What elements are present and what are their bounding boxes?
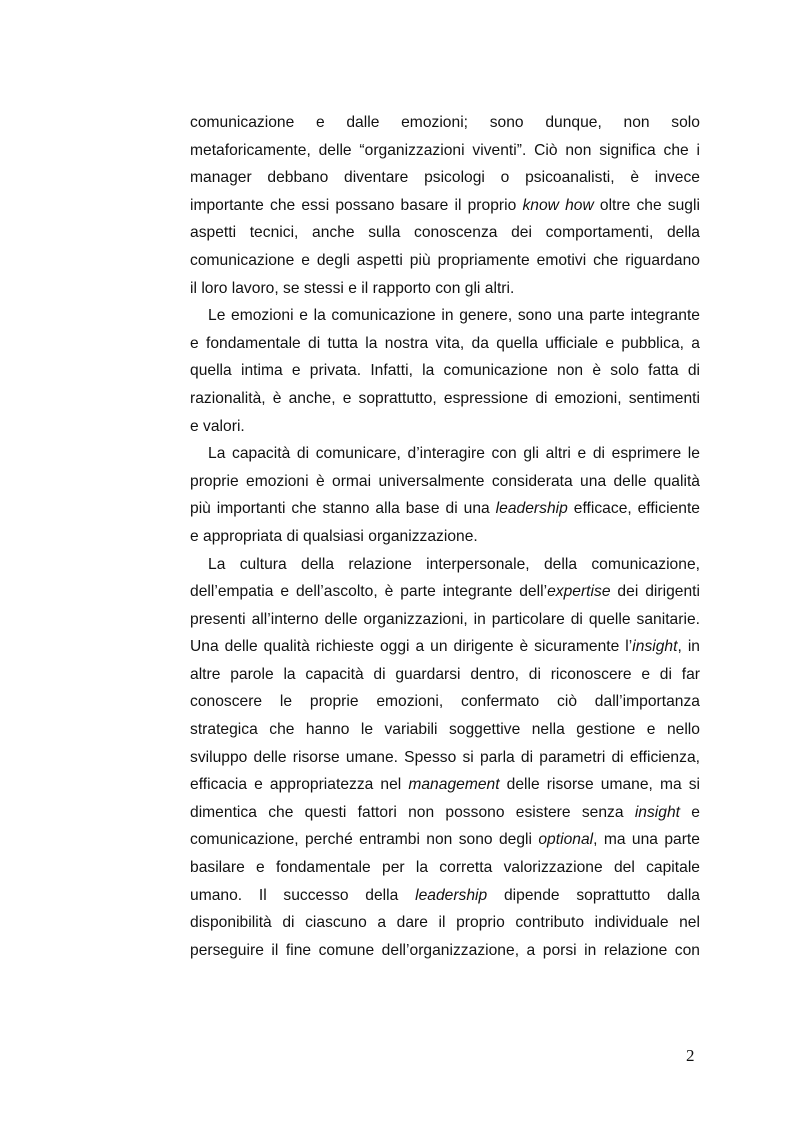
- text-line: aspetti tecnici, anche sulla conoscenza dei comportamenti, della: [190, 224, 700, 242]
- text-line: efficacia e appropriatezza nel management delle risorse umane, ma si: [190, 776, 700, 794]
- text-line: La capacità di comunicare, d’interagire con gli altri e di esprimere le: [208, 445, 700, 463]
- text-line: e appropriata di qualsiasi organizzazione.: [190, 527, 478, 545]
- italic-term: optional: [538, 831, 594, 849]
- text-line: comunicazione, perché entrambi non sono degli optional, ma una parte: [190, 831, 700, 849]
- italic-term: management: [408, 776, 500, 794]
- text-line: perseguire il fine comune dell’organizzazione, a porsi in relazione con: [190, 941, 700, 959]
- paragraph: [190, 109, 700, 302]
- text-line: comunicazione e degli aspetti più propriamente emotivi che riguardano: [190, 251, 700, 269]
- text-line: dimentica che questi fattori non possono esistere senza insight e: [190, 803, 700, 821]
- text-line: il loro lavoro, se stessi e il rapporto con gli altri.: [190, 279, 515, 297]
- page-number: 2: [686, 1046, 695, 1065]
- text-line: più importanti che stanno alla base di una leadership efficace, efficiente: [190, 500, 700, 518]
- text-line: importante che essi possano basare il proprio know how oltre che sugli: [190, 196, 700, 214]
- text-line: sviluppo delle risorse umane. Spesso si parla di parametri di efficienza,: [190, 748, 700, 766]
- text-line: presenti all’interno delle organizzazioni, in particolare di quelle sanitarie.: [190, 610, 700, 628]
- italic-term: insight: [634, 803, 681, 821]
- text-line: altre parole la capacità di guardarsi dentro, di riconoscere e di far: [190, 665, 700, 683]
- text-line: quella intima e privata. Infatti, la comunicazione non è solo fatta di: [190, 362, 700, 380]
- text-line: manager debbano diventare psicologi o psicoanalisti, è invece: [190, 169, 700, 187]
- text-line: e valori.: [190, 417, 245, 435]
- text-line: razionalità, è anche, e soprattutto, espressione di emozioni, sentimenti: [190, 389, 700, 407]
- italic-term: know how: [522, 196, 594, 214]
- text-line: dell’empatia e dell’ascolto, è parte integrante dell’expertise dei dirigenti: [190, 583, 700, 601]
- paragraph: [190, 302, 700, 440]
- paragraph: [190, 551, 700, 965]
- text-line: Una delle qualità richieste oggi a un dirigente è sicuramente l’insight, in: [190, 638, 700, 656]
- text-line: disponibilità di ciascuno a dare il proprio contributo individuale nel: [190, 914, 700, 932]
- text-line: comunicazione e dalle emozioni; sono dunque, non solo: [190, 114, 700, 131]
- text-line: Le emozioni e la comunicazione in genere, sono una parte integrante: [208, 307, 700, 325]
- italic-term: expertise: [547, 583, 611, 601]
- text-line: strategica che hanno le variabili soggettive nella gestione e nello: [190, 721, 700, 739]
- body-text: [190, 109, 700, 964]
- text-line: basilare e fondamentale per la corretta valorizzazione del capitale: [190, 859, 700, 877]
- italic-term: leadership: [415, 886, 488, 904]
- paragraph: [190, 440, 700, 550]
- text-line: La cultura della relazione interpersonale, della comunicazione,: [208, 555, 700, 573]
- text-line: metaforicamente, delle “organizzazioni viventi”. Ciò non significa che i: [190, 141, 700, 159]
- text-line: conoscere le proprie emozioni, confermato ciò dall’importanza: [190, 693, 700, 711]
- text-line: proprie emozioni è ormai universalmente considerata una delle qualità: [190, 472, 700, 490]
- text-line: umano. Il successo della leadership dipende soprattutto dalla: [190, 886, 700, 904]
- italic-term: leadership: [495, 500, 568, 518]
- italic-term: insight: [632, 638, 678, 656]
- text-line: e fondamentale di tutta la nostra vita, da quella ufficiale e pubblica, a: [190, 334, 700, 352]
